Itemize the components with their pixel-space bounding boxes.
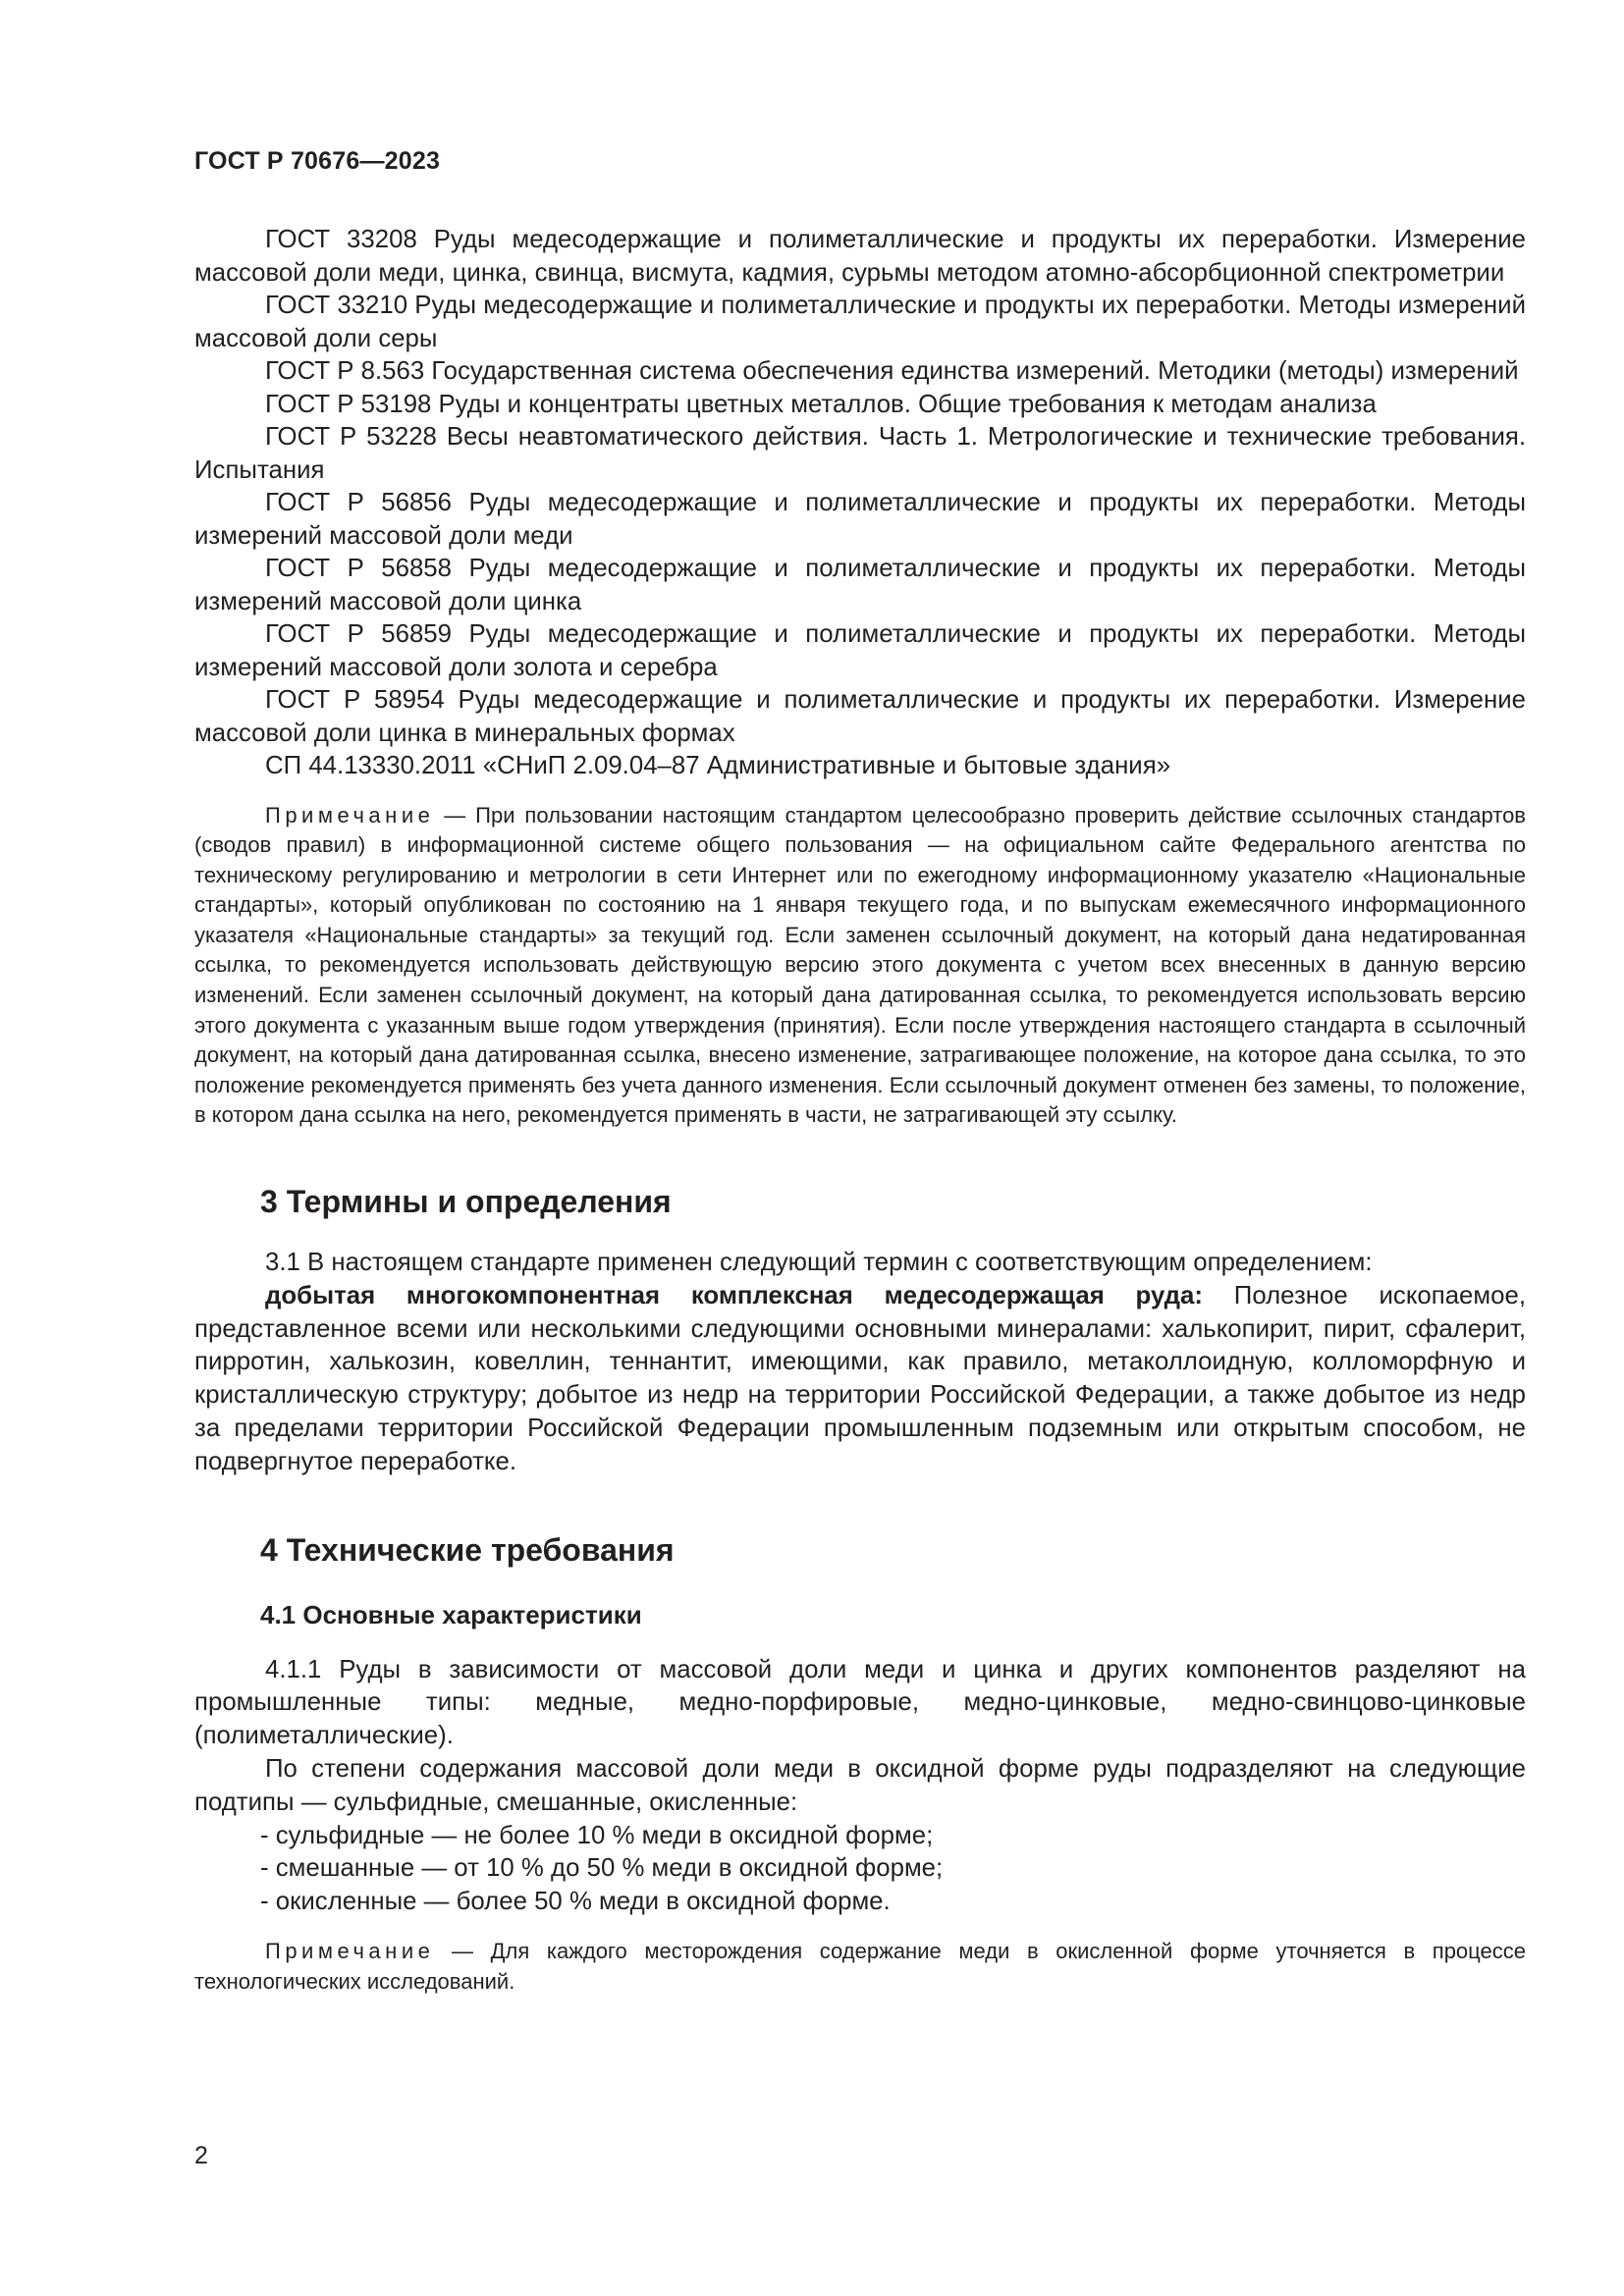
reference-item: ГОСТ Р 8.563 Государственная система обеспечения единства измерений. Методики (методы) измерений xyxy=(265,357,1519,385)
section-4-heading: 4 Технические требования xyxy=(260,1531,675,1568)
reference-item: ГОСТ Р 58954 Руды медесодержащие и полиметаллические и продукты их переработки. Измерение массовой доли цинка в минеральных формах xyxy=(194,686,1526,747)
subsection-4-1-heading: 4.1 Основные характеристики xyxy=(260,1599,642,1629)
subtypes-list xyxy=(194,1820,1526,1919)
note-text: — Для каждого месторождения содержание меди в окисленной форме уточняется в процессе технологических исследований. xyxy=(194,1938,1526,1994)
section-3-heading: 3 Термины и определения xyxy=(260,1184,672,1220)
note-label: Примечание xyxy=(265,1938,435,1963)
term-definition xyxy=(194,1280,1526,1479)
reference-item: ГОСТ Р 56858 Руды медесодержащие и полиметаллические и продукты их переработки. Методы измерений массовой доли цинка xyxy=(194,555,1526,615)
term-definition-text: Полезное ископаемое, представленное всеми или несколькими следующими основными минералами: халькопирит, пирит, сфалерит, пирротин, халькозин, ковеллин, теннантит, имеющими, как правило, метаколлоидную, колломорфную и кристаллическую структуру; добытое из недр на территории Российской Федерации, а также добытое из недр за пределами территории Российской Федерации промышленным подземным или открытым способом, не подвергнутое переработке. xyxy=(194,1281,1526,1475)
note-text: — При пользовании настоящим стандартом целесообразно проверить действие ссылочных стандартов (сводов правил) в информационной системе общего пользования — на официальном сайте Федерального агентства по техническому регулированию и метрологии в сети Интернет или по ежегодному информационному указателю «Национальные стандарты», который опубликован по состоянию на 1 января текущего года, и по выпускам ежемесячного информационного указателя «Национальные стандарты» за текущий год. Если заменен ссылочный документ, на который дана недатированная ссылка, то рекомендуется использовать действующую версию этого документа с учетом всех внесенных в данную версию изменений. Если заменен ссылочный документ, на который дана датированная ссылка, то рекомендуется использовать версию этого документа с указанным выше годом утверждения (принятия). Если после утверждения настоящего стандарта в ссылочный документ, на который дана датированная ссылка, внесено изменение, затрагивающее положение, на которое дана ссылка, то это положение рекомендуется применять без учета данного изменения. Если ссылочный документ отменен без замены, то положение, в котором дана ссылка на него, рекомендуется применять в части, не затрагивающей эту ссылку. xyxy=(194,802,1526,1128)
subtypes-intro: По степени содержания массовой доли меди в оксидной форме руды подразделяют на следующие подтипы — сульфидные, смешанные, окисленные: xyxy=(194,1755,1526,1816)
section-4-note xyxy=(194,1937,1526,1997)
reference-item: ГОСТ Р 53198 Руды и концентраты цветных металлов. Общие требования к методам анализа xyxy=(265,390,1377,418)
reference-item: ГОСТ Р 53228 Весы неавтоматического действия. Часть 1. Метрологические и технические требования. Испытания xyxy=(194,423,1526,484)
list-item: - окисленные — более 50 % меди в оксидной форме. xyxy=(260,1886,1526,1919)
reference-item: СП 44.13330.2011 «СНиП 2.09.04–87 Административные и бытовые здания» xyxy=(265,752,1171,779)
page-body xyxy=(194,224,1526,1997)
section-3-1-intro: 3.1 В настоящем стандарте применен следующий термин с соответствующим определением: xyxy=(265,1249,1373,1277)
reference-item: ГОСТ 33210 Руды медесодержащие и полиметаллические и продукты их переработки. Методы измерений массовой доли серы xyxy=(194,292,1526,352)
term-name: добытая многокомпонентная комплексная медесодержащая руда: xyxy=(265,1281,1203,1309)
reference-item: ГОСТ Р 56859 Руды медесодержащие и полиметаллические и продукты их переработки. Методы измерений массовой доли золота и серебра xyxy=(194,620,1526,681)
reference-item: ГОСТ Р 56856 Руды медесодержащие и полиметаллические и продукты их переработки. Методы измерений массовой доли меди xyxy=(194,489,1526,550)
page-number: 2 xyxy=(194,2142,208,2169)
list-item: - смешанные — от 10 % до 50 % меди в оксидной форме; xyxy=(260,1852,1526,1886)
references-note xyxy=(194,801,1526,1132)
document-header: ГОСТ Р 70676—2023 xyxy=(194,147,441,175)
note-label: Примечание xyxy=(265,802,435,828)
paragraph-4-1-1: 4.1.1 Руды в зависимости от массовой доли меди и цинка и других компонентов разделяют на промышленные типы: медные, медно-порфировые, медно-цинковые, медно-свинцово-цинковые (полиметаллические). xyxy=(194,1655,1526,1750)
list-item: - сульфидные — не более 10 % меди в оксидной форме; xyxy=(260,1820,1526,1853)
normative-references-list xyxy=(194,224,1526,783)
reference-item: ГОСТ 33208 Руды медесодержащие и полиметаллические и продукты их переработки. Измерение массовой доли меди, цинка, свинца, висмута, кадмия, сурьмы методом атомно-абсорбционной спектрометрии xyxy=(194,226,1526,287)
